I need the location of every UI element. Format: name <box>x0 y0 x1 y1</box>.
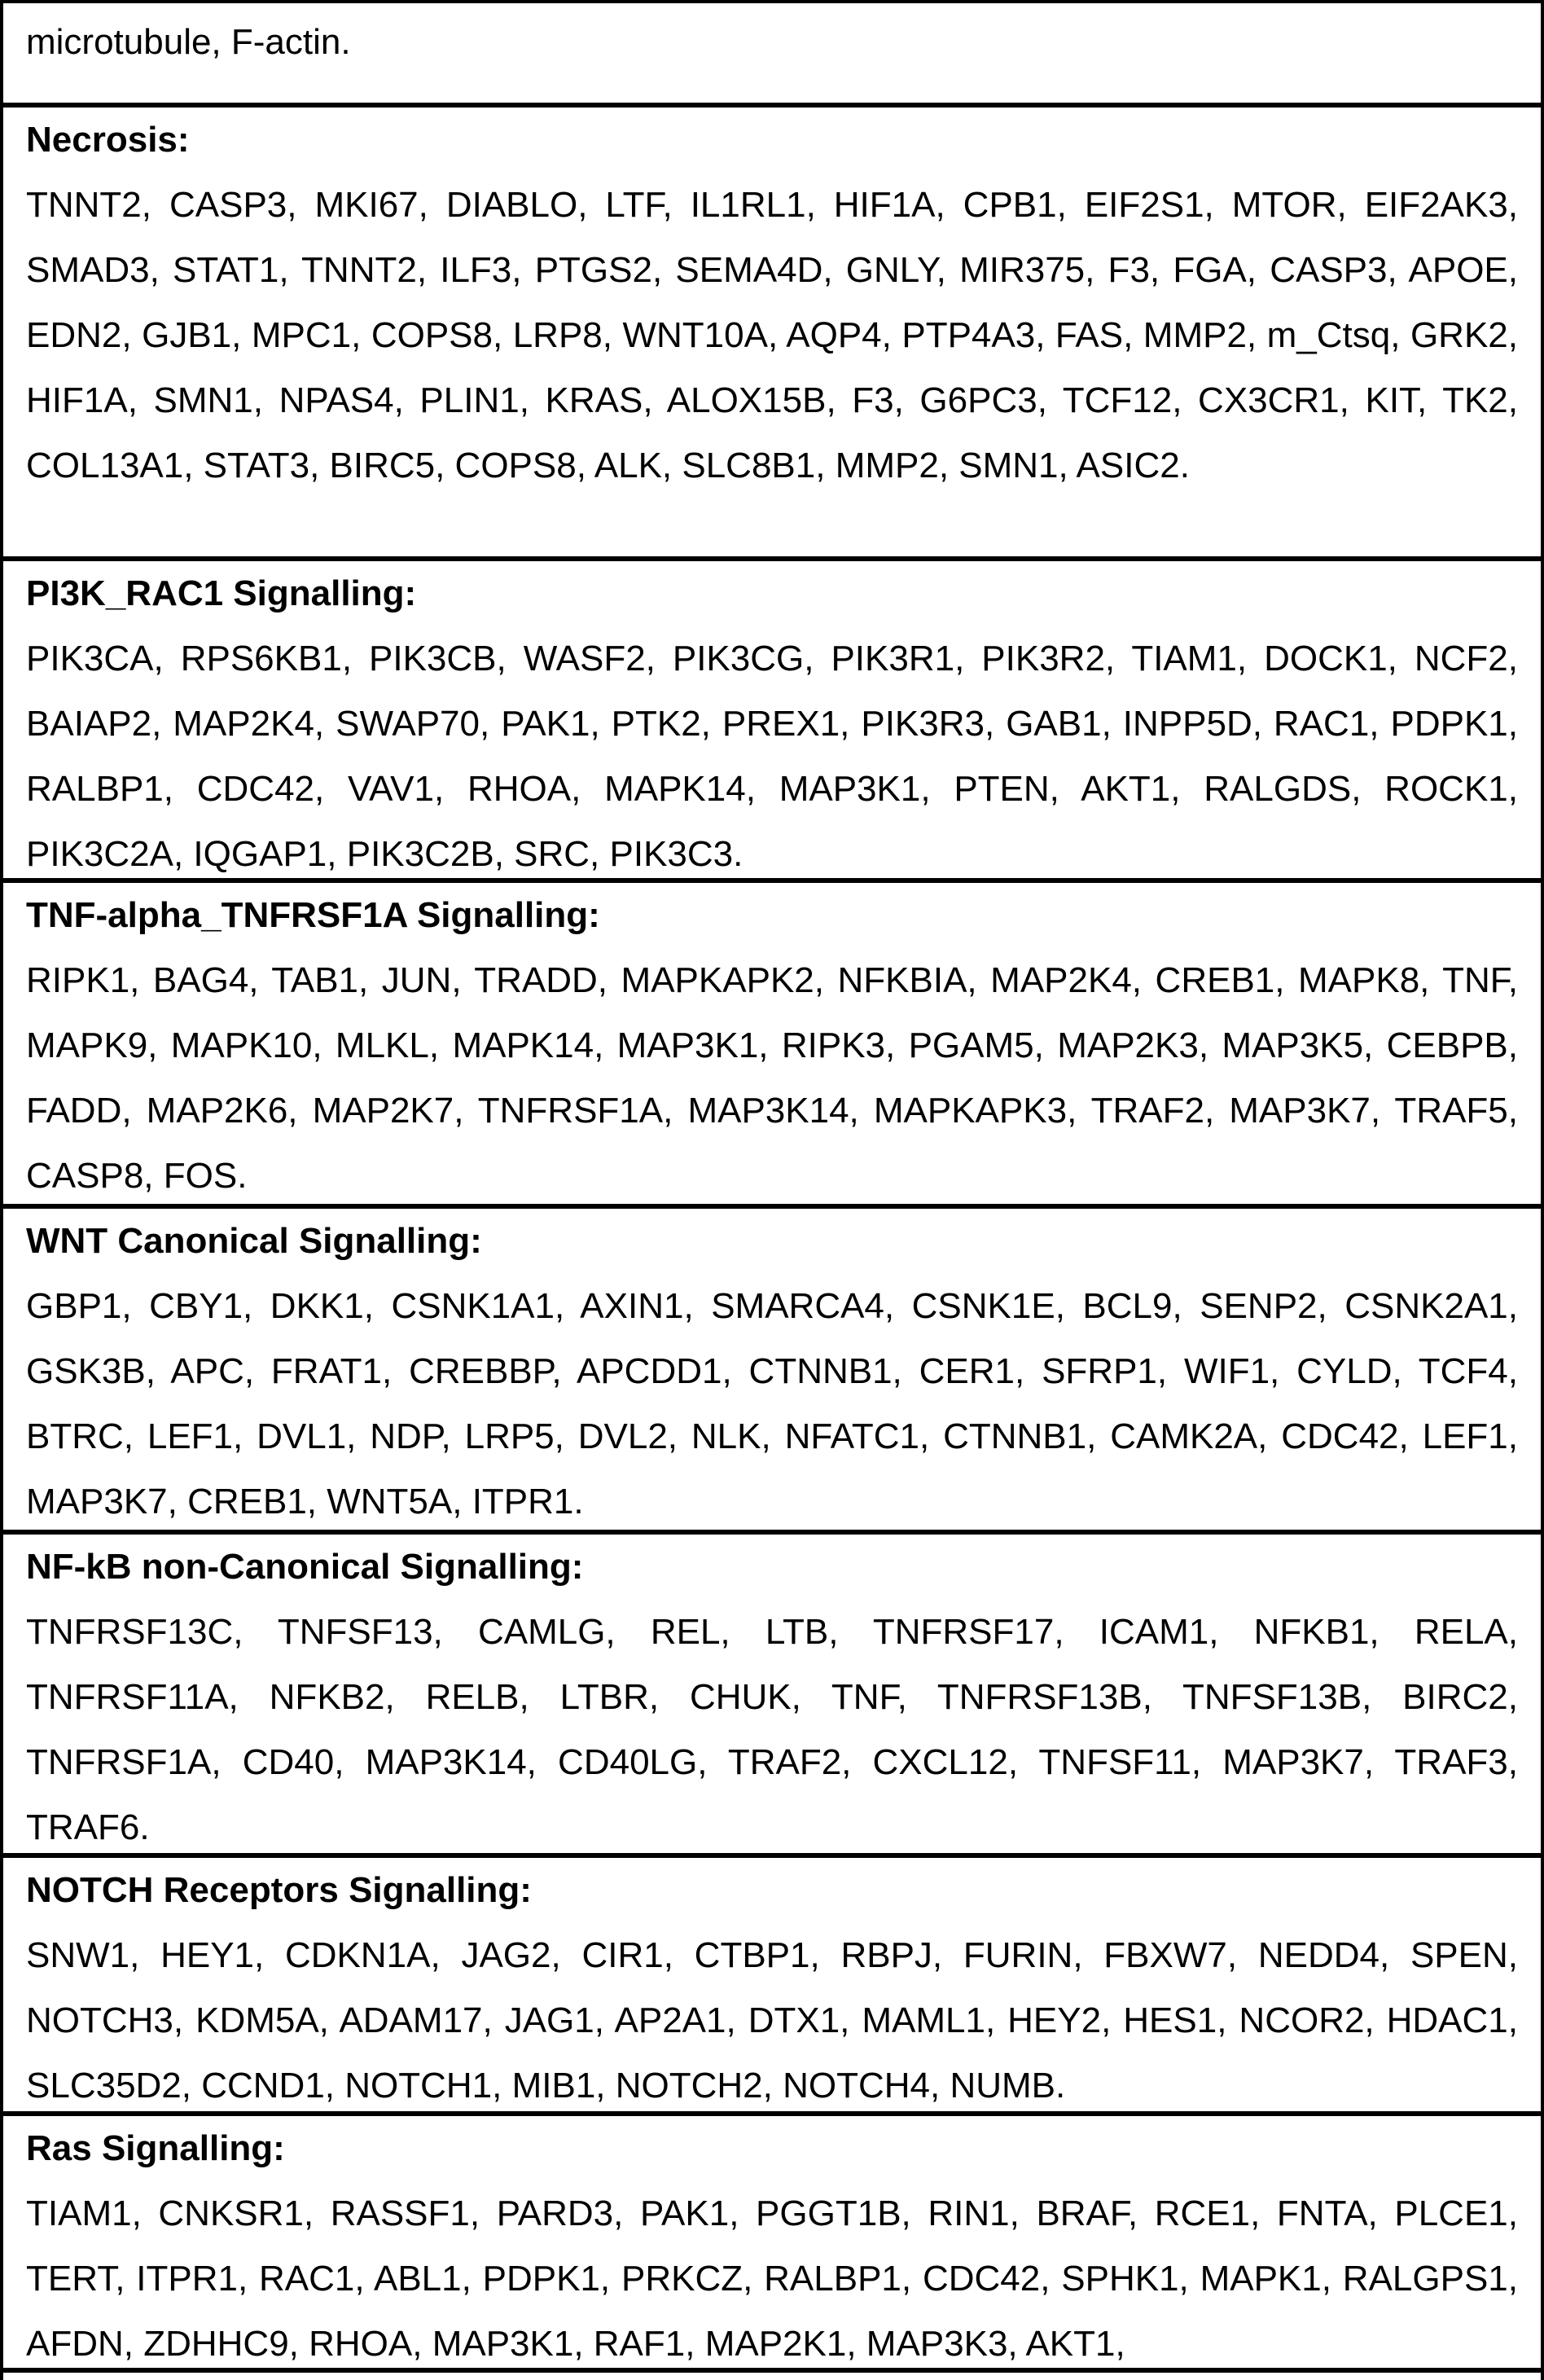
gene-list-tnf-alpha: RIPK1, BAG4, TAB1, JUN, TRADD, MAPKAPK2, NFKBIA, MAP2K4, CREB1, MAPK8, TNF, MAPK9, MAPK10, MLKL, MAPK14, MAP3K1, RIPK3, PGAM5, MAP2K3, MAP3K5, CEBPB, FADD, MAP2K6, MAP2K7, TNFRSF1A, MAP3K14, MAPKAPK3, TRAF2, MAP3K7, TRAF5, CASP8, FOS. <box>26 960 1518 1196</box>
table-row-pi3k-rac1 <box>3 561 1541 883</box>
intro-text: microtubule, F-actin. <box>26 22 351 62</box>
gene-list-necrosis: TNNT2, CASP3, MKI67, DIABLO, LTF, IL1RL1, HIF1A, CPB1, EIF2S1, MTOR, EIF2AK3, SMAD3, STAT1, TNNT2, ILF3, PTGS2, SEMA4D, GNLY, MIR375, F3, FGA, CASP3, APOE, EDN2, GJB1, MPC1, COPS8, LRP8, WNT10A, AQP4, PTP4A3, FAS, MMP2, m_Ctsq, GRK2, HIF1A, SMN1, NPAS4, PLIN1, KRAS, ALOX15B, F3, G6PC3, TCF12, CX3CR1, KIT, TK2, COL13A1, STAT3, BIRC5, COPS8, ALK, SLC8B1, MMP2, SMN1, ASIC2. <box>26 185 1518 485</box>
table-row-notch-receptors <box>3 1858 1541 2116</box>
table-row-wnt-canonical <box>3 1209 1541 1535</box>
gene-list-notch-receptors: SNW1, HEY1, CDKN1A, JAG2, CIR1, CTBP1, RBPJ, FURIN, FBXW7, NEDD4, SPEN, NOTCH3, KDM5A, ADAM17, JAG1, AP2A1, DTX1, MAML1, HEY2, HES1, NCOR2, HDAC1, SLC35D2, CCND1, NOTCH1, MIB1, NOTCH2, NOTCH4, NUMB. <box>26 1935 1518 2106</box>
section-title-notch-receptors: NOTCH Receptors Signalling: <box>26 1870 532 1910</box>
table-row-ras <box>3 2116 1541 2373</box>
gene-list-nfkb-noncanonical: TNFRSF13C, TNFSF13, CAMLG, REL, LTB, TNFRSF17, ICAM1, NFKB1, RELA, TNFRSF11A, NFKB2, RELB, LTBR, CHUK, TNF, TNFRSF13B, TNFSF13B, BIRC2, TNFRSF1A, CD40, MAP3K14, CD40LG, TRAF2, CXCL12, TNFSF11, MAP3K7, TRAF3, TRAF6. <box>26 1612 1518 1847</box>
table-row-necrosis <box>3 108 1541 561</box>
table-row-tnf-alpha <box>3 883 1541 1209</box>
section-title-tnf-alpha: TNF-alpha_TNFRSF1A Signalling: <box>26 895 600 935</box>
gene-list-pi3k-rac1: PIK3CA, RPS6KB1, PIK3CB, WASF2, PIK3CG, PIK3R1, PIK3R2, TIAM1, DOCK1, NCF2, BAIAP2, MAP2K4, SWAP70, PAK1, PTK2, PREX1, PIK3R3, GAB1, INPP5D, RAC1, PDPK1, RALBP1, CDC42, VAV1, RHOA, MAPK14, MAP3K1, PTEN, AKT1, RALGDS, ROCK1, PIK3C2A, IQGAP1, PIK3C2B, SRC, PIK3C3. <box>26 639 1518 874</box>
section-title-necrosis: Necrosis: <box>26 120 190 160</box>
section-title-wnt-canonical: WNT Canonical Signalling: <box>26 1221 482 1261</box>
gene-list-ras: TIAM1, CNKSR1, RASSF1, PARD3, PAK1, PGGT1B, RIN1, BRAF, RCE1, FNTA, PLCE1, TERT, ITPR1, RAC1, ABL1, PDPK1, PRKCZ, RALBP1, CDC42, SPHK1, MAPK1, RALGPS1, AFDN, ZDHHC9, RHOA, MAP3K1, RAF1, MAP2K1, MAP3K3, AKT1, <box>26 2193 1518 2364</box>
section-title-pi3k-rac1: PI3K_RAC1 Signalling: <box>26 573 417 613</box>
table-row-nfkb-noncanonical <box>3 1535 1541 1858</box>
section-title-nfkb-noncanonical: NF-kB non-Canonical Signalling: <box>26 1547 584 1587</box>
table-row-intro <box>3 3 1541 108</box>
gene-list-wnt-canonical: GBP1, CBY1, DKK1, CSNK1A1, AXIN1, SMARCA4, CSNK1E, BCL9, SENP2, CSNK2A1, GSK3B, APC, FRAT1, CREBBP, APCDD1, CTNNB1, CER1, SFRP1, WIF1, CYLD, TCF4, BTRC, LEF1, DVL1, NDP, LRP5, DVL2, NLK, NFATC1, CTNNB1, CAMK2A, CDC42, LEF1, MAP3K7, CREB1, WNT5A, ITPR1. <box>26 1286 1518 1522</box>
section-title-ras: Ras Signalling: <box>26 2128 285 2168</box>
